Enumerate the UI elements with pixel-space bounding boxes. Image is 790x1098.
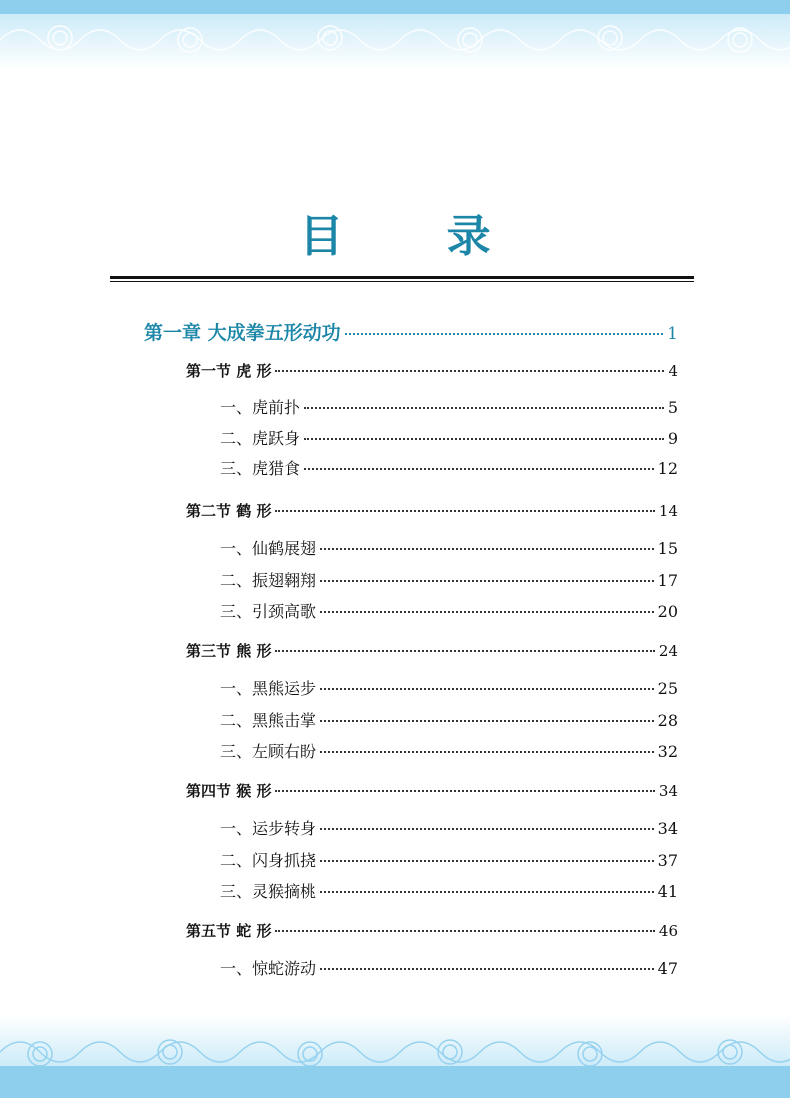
toc-page-number: 9 — [667, 429, 678, 448]
title-rule-thick — [110, 276, 694, 279]
toc-section-label: 第二节 鹤 形 — [186, 502, 272, 520]
toc-item-5-1[interactable] — [220, 956, 678, 979]
toc-item-2-2[interactable] — [220, 568, 678, 591]
page-title: 目 录 — [299, 211, 535, 262]
toc-item-3-3[interactable] — [220, 739, 678, 762]
toc-section-5[interactable] — [186, 920, 678, 941]
toc-leader-dots — [275, 930, 654, 932]
toc-item-1-3[interactable] — [220, 456, 678, 479]
toc-item-1-1[interactable] — [220, 395, 678, 418]
toc-item-label: 二、黑熊击掌 — [220, 711, 317, 730]
title-rule-thin — [110, 281, 694, 282]
toc-leader-dots — [304, 468, 654, 470]
toc-item-4-2[interactable] — [220, 848, 678, 871]
toc-item-label: 一、惊蛇游动 — [220, 959, 317, 978]
toc-leader-dots — [320, 891, 654, 893]
toc-section-label: 第四节 猴 形 — [186, 782, 272, 800]
toc-page-number: 24 — [658, 642, 678, 660]
toc-leader-dots — [320, 751, 654, 753]
toc-item-1-2[interactable] — [220, 426, 678, 449]
wave-pattern-icon — [0, 1016, 790, 1098]
toc-item-4-1[interactable] — [220, 816, 678, 839]
toc-chapter-1[interactable] — [144, 318, 678, 345]
toc-item-label: 二、振翅翱翔 — [220, 571, 317, 590]
toc-section-4[interactable] — [186, 780, 678, 801]
toc-section-label: 第三节 熊 形 — [186, 642, 272, 660]
wave-pattern-icon — [0, 0, 790, 70]
toc-item-4-3[interactable] — [220, 879, 678, 902]
toc-page-number: 12 — [657, 459, 678, 478]
toc-item-3-2[interactable] — [220, 708, 678, 731]
toc-leader-dots — [345, 333, 664, 335]
toc-page-number: 17 — [657, 571, 678, 590]
toc-section-3[interactable] — [186, 640, 678, 661]
toc-leader-dots — [320, 720, 654, 722]
toc-leader-dots — [275, 790, 654, 792]
toc-section-1[interactable] — [186, 360, 678, 381]
toc-item-label: 一、虎前扑 — [220, 398, 301, 417]
toc-section-label: 第一节 虎 形 — [186, 362, 272, 380]
toc-leader-dots — [320, 688, 654, 690]
toc-page-number: 15 — [657, 539, 678, 558]
toc-leader-dots — [304, 438, 664, 440]
toc-page-number: 46 — [658, 922, 678, 940]
toc-page-number: 34 — [658, 782, 678, 800]
top-wave-border — [0, 0, 790, 70]
toc-page-number: 1 — [667, 324, 678, 344]
toc-item-label: 二、虎跃身 — [220, 429, 301, 448]
toc-page-number: 5 — [667, 398, 678, 417]
toc-page-number: 25 — [657, 679, 678, 698]
toc-leader-dots — [320, 828, 654, 830]
toc-item-label: 三、虎猎食 — [220, 459, 301, 478]
toc-page-number: 20 — [657, 602, 678, 621]
toc-leader-dots — [320, 968, 654, 970]
toc-section-2[interactable] — [186, 500, 678, 521]
toc-item-3-1[interactable] — [220, 676, 678, 699]
toc-item-label: 三、左顾右盼 — [220, 742, 317, 761]
toc-leader-dots — [304, 407, 664, 409]
toc-leader-dots — [275, 510, 654, 512]
toc-item-label: 二、闪身抓挠 — [220, 851, 317, 870]
toc-page-number: 47 — [657, 959, 678, 978]
toc-page-number: 28 — [657, 711, 678, 730]
toc-item-label: 一、运步转身 — [220, 819, 317, 838]
toc-page-number: 4 — [668, 362, 678, 380]
toc-leader-dots — [320, 548, 654, 550]
toc-page-number: 37 — [657, 851, 678, 870]
toc-item-label: 三、引颈高歌 — [220, 602, 317, 621]
toc-page-number: 32 — [657, 742, 678, 761]
toc-leader-dots — [275, 370, 664, 372]
toc-item-2-3[interactable] — [220, 599, 678, 622]
toc-item-label: 一、黑熊运步 — [220, 679, 317, 698]
toc-leader-dots — [320, 580, 654, 582]
toc-leader-dots — [275, 650, 654, 652]
toc-chapter-label: 第一章 大成拳五形动功 — [144, 322, 341, 344]
toc-leader-dots — [320, 611, 654, 613]
bottom-wave-border — [0, 1016, 790, 1098]
toc-page-number: 41 — [657, 882, 678, 901]
toc-item-label: 三、灵猴摘桃 — [220, 882, 317, 901]
toc-leader-dots — [320, 860, 654, 862]
toc-page-number: 34 — [657, 819, 678, 838]
toc-item-2-1[interactable] — [220, 536, 678, 559]
toc-page-number: 14 — [658, 502, 678, 520]
toc-item-label: 一、仙鹤展翅 — [220, 539, 317, 558]
toc-section-label: 第五节 蛇 形 — [186, 922, 272, 940]
